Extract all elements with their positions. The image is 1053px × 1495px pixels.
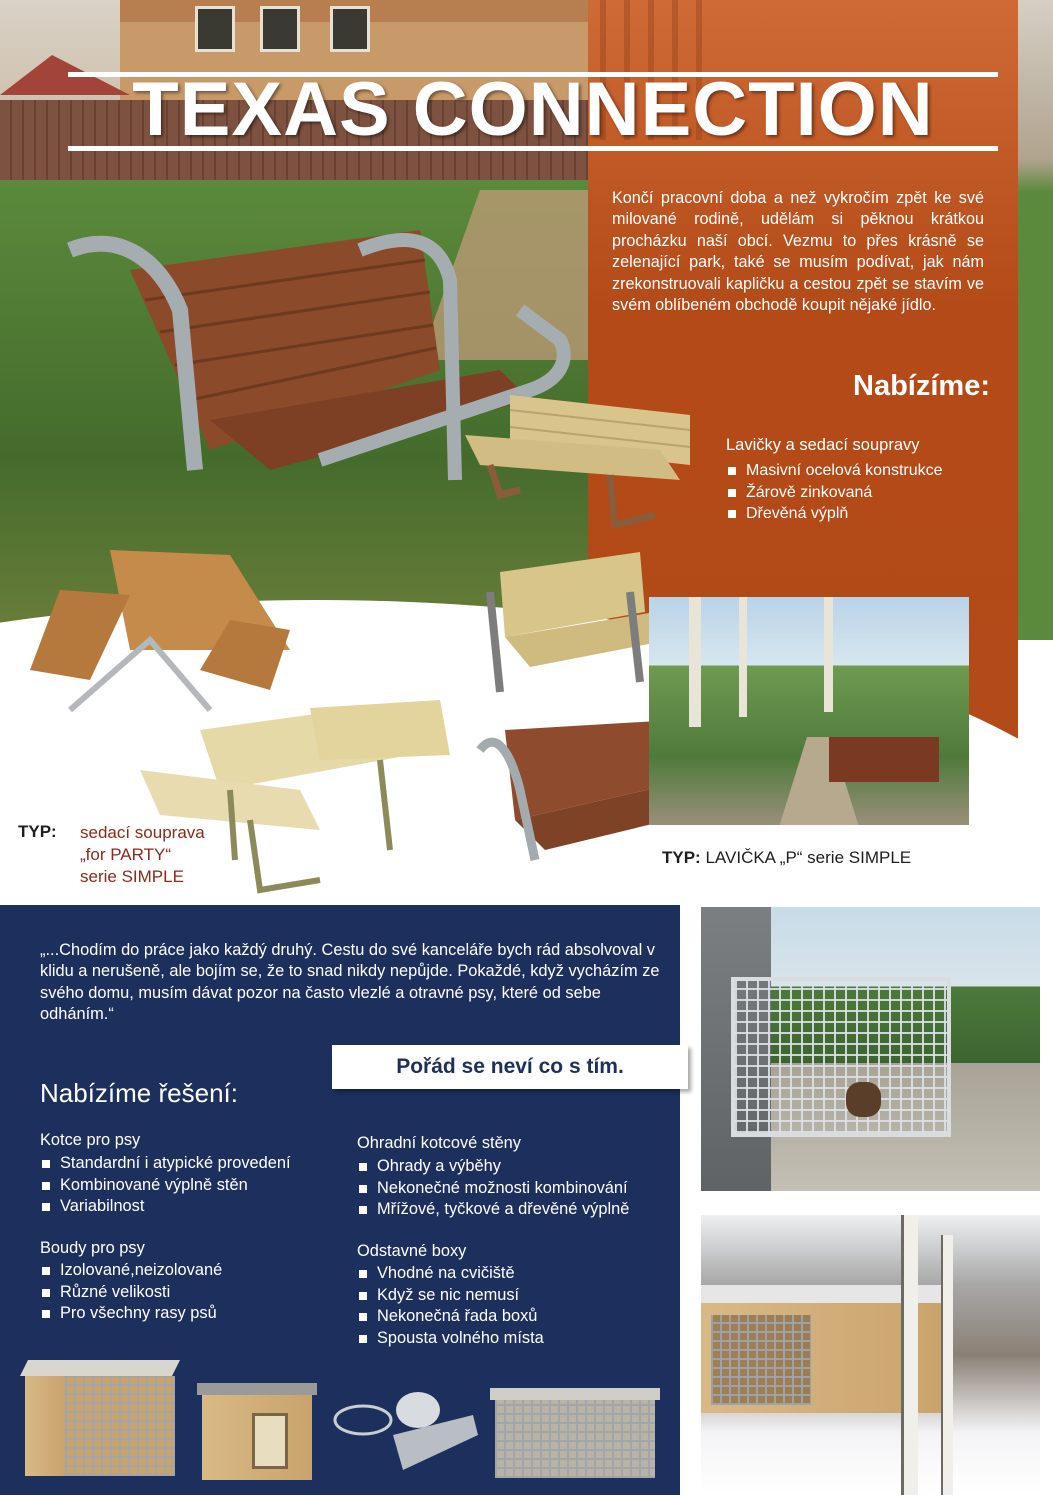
offer-heading: Nabízíme: bbox=[853, 370, 990, 402]
list-item: Standardní i atypické provedení bbox=[40, 1153, 291, 1175]
list-item: Nekonečné možnosti kombinování bbox=[357, 1178, 629, 1200]
tree-trunk bbox=[824, 597, 833, 712]
list-item: Mřížové, tyčkové a dřevěné výplně bbox=[357, 1199, 629, 1221]
birch-trunk bbox=[941, 1235, 953, 1495]
slogan: Pořád se neví co s tím. bbox=[396, 1055, 624, 1078]
bench-light-image bbox=[460, 385, 700, 535]
kennel-fence bbox=[731, 977, 951, 1137]
list-item: Izolované,neizolované bbox=[40, 1260, 222, 1282]
winter-kennel-photo bbox=[701, 1215, 1040, 1495]
tree-trunk bbox=[739, 597, 747, 717]
picnic-table-image bbox=[30, 550, 290, 720]
list-item: Když se nic nemusí bbox=[357, 1285, 544, 1307]
kennel-thumbnail bbox=[20, 1360, 180, 1480]
list-item: Spousta volného místa bbox=[357, 1328, 544, 1350]
type-value-right: LAVIČKA „P“ serie SIMPLE bbox=[705, 848, 912, 867]
list-item: Nekonečná řada boxů bbox=[357, 1306, 544, 1328]
bowl-holder-thumbnail bbox=[333, 1385, 483, 1480]
type-text-left bbox=[80, 822, 205, 888]
right-edge-photo bbox=[1018, 0, 1053, 640]
bowl-holder-drawing bbox=[333, 1385, 483, 1480]
solutions-heading: Nabízíme řešení: bbox=[40, 1078, 238, 1108]
house-window bbox=[195, 6, 235, 52]
list-item: Kombinované výplně stěn bbox=[40, 1175, 291, 1197]
kennel-photo bbox=[701, 907, 1040, 1191]
type-line: serie SIMPLE bbox=[80, 867, 184, 886]
group-title: Ohradní kotcové stěny bbox=[357, 1134, 521, 1152]
dog bbox=[846, 1082, 881, 1117]
picnic-table-drawing bbox=[30, 550, 290, 720]
list-item: Variabilnost bbox=[40, 1196, 291, 1218]
kennel-mesh bbox=[711, 1315, 811, 1405]
group-title: Boudy pro psy bbox=[40, 1239, 145, 1257]
type-text-right bbox=[662, 848, 911, 868]
offer-category: Lavičky a sedací soupravy bbox=[726, 436, 920, 454]
quote-text: „...Chodím do práce jako každý druhý. Cestu do své kanceláře bych rád absolvoval v klidu a nerušeně, ale bojím se, že to snad nikdy nepůjde. Pokaždé, když vycházím ze svého domu, musím dávat pozor na často vlezlé a otravné psy, které od sebe odháním.“ bbox=[40, 941, 660, 1023]
list-item: Ohrady a výběhy bbox=[357, 1156, 629, 1178]
group-title: Odstavné boxy bbox=[357, 1242, 467, 1260]
page-title: TEXAS CONNECTION bbox=[132, 67, 934, 152]
group-list bbox=[357, 1263, 544, 1349]
boxes-thumbnail bbox=[490, 1388, 660, 1480]
list-item: Masivní ocelová konstrukce bbox=[726, 460, 943, 482]
list-item: Různé velikosti bbox=[40, 1282, 222, 1304]
house-window bbox=[330, 6, 370, 52]
type-line: „for PARTY“ bbox=[80, 845, 171, 864]
photo-bench bbox=[829, 737, 939, 782]
group-list bbox=[40, 1260, 222, 1325]
type-label-right: TYP: bbox=[662, 848, 701, 867]
doghouse-thumbnail bbox=[197, 1383, 317, 1483]
group-list bbox=[40, 1153, 291, 1218]
intro-text: Končí pracovní doba a než vykročím zpět ke své milované rodině, udělám si pěknou krátkou procházku naší obcí. Vezmu to přes krásně se zelenající park, také se musím podívat, jak nám zrekonstruovali kapličku a cestou zpět se stavím ve svém oblíbeném obchodě koupit nějaké jídlo. bbox=[612, 189, 984, 315]
bench-light-drawing bbox=[460, 385, 700, 535]
list-item: Žárově zinkovaná bbox=[726, 482, 943, 504]
tree-trunk bbox=[689, 597, 701, 727]
type-label-left: TYP: bbox=[18, 822, 57, 841]
group-title: Kotce pro psy bbox=[40, 1131, 141, 1149]
list-item: Dřevěná výplň bbox=[726, 503, 943, 525]
type-line: sedací souprava bbox=[80, 823, 205, 842]
group-list bbox=[357, 1156, 629, 1221]
list-item: Pro všechny rasy psů bbox=[40, 1303, 222, 1325]
list-item: Vhodné na cvičiště bbox=[357, 1263, 544, 1285]
house-window bbox=[260, 6, 300, 52]
birch-trunk bbox=[901, 1215, 918, 1495]
park-photo bbox=[649, 597, 969, 825]
offer-list bbox=[726, 460, 943, 525]
